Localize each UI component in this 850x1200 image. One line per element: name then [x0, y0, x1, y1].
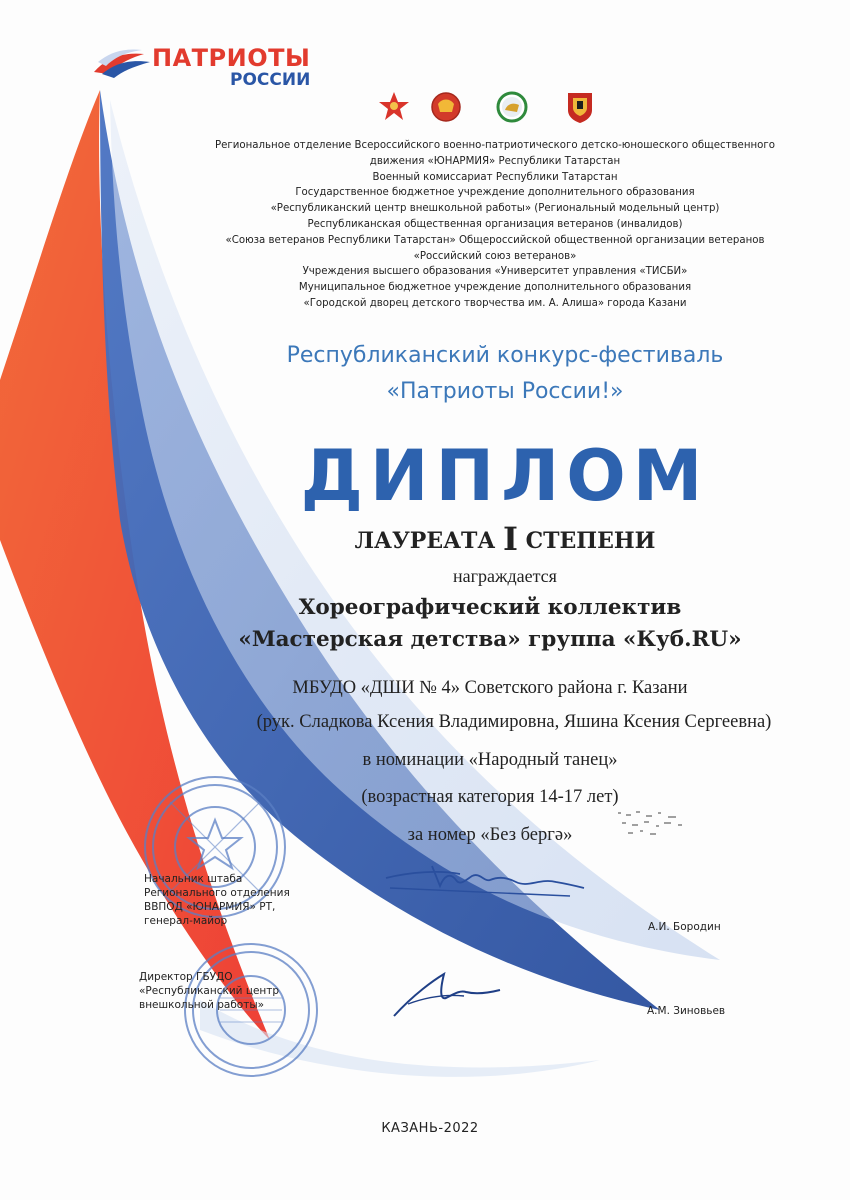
tatarstan-snow-leopard-emblem	[496, 90, 528, 124]
organizer-line: Военный комиссариат Республики Татарстан	[372, 171, 618, 183]
laureate-suffix: СТЕПЕНИ	[525, 528, 656, 554]
school-name: МБУДО «ДШИ № 4» Советского района г. Казани	[292, 678, 688, 698]
city-year-footer: КАЗАНЬ-2022	[381, 1121, 479, 1136]
awarded-text: награждается	[453, 566, 557, 586]
signatory-2-name: А.М. Зиновьев	[647, 1005, 726, 1017]
organizer-line: Республиканская общественная организация ветеранов (инвалидов)	[307, 218, 683, 230]
contest-title	[170, 338, 840, 410]
contest-title-line2: «Патриоты России!»	[386, 379, 624, 404]
organizer-line: «Российский союз ветеранов»	[413, 250, 577, 262]
collective-line1: Хореографический коллектив	[298, 595, 682, 620]
collective-line2: «Мастерская детства» группа «Куб.RU»	[238, 627, 742, 652]
signatory-2-title	[139, 970, 279, 1012]
leaders-names: (рук. Сладкова Ксения Владимировна, Яшина Ксения Сергеевна)	[256, 712, 772, 732]
scan-smudge-mark	[612, 806, 702, 842]
organizers-list	[200, 138, 790, 312]
flag-wave-icon	[92, 42, 156, 82]
organizer-line: «Городской дворец детского творчества им. А. Алиша» города Казани	[303, 297, 687, 309]
signatory-1-title-line: генерал-майор	[144, 915, 228, 927]
patriots-of-russia-logo	[92, 42, 332, 98]
diploma-title: ДИПЛОМ	[300, 435, 710, 517]
signatory-1-title	[144, 872, 290, 928]
performance-number: за номер «Без бергә»	[407, 825, 573, 845]
organizer-line: «Союза ветеранов Республики Татарстан» Общероссийской общественной организации ветеранов	[225, 234, 765, 246]
signature-zinovyev	[384, 964, 514, 1024]
signatory-1-name: А.И. Бородин	[648, 921, 721, 933]
laureate-degree-number: I	[503, 520, 518, 558]
laureate-prefix: ЛАУРЕАТА	[354, 528, 496, 554]
organizer-line: Муниципальное бюджетное учреждение дополнительного образования	[298, 282, 692, 294]
yunarmiya-star-emblem	[378, 90, 410, 124]
signatory-2-title-line: «Республиканский центр	[139, 985, 280, 997]
signature-borodin	[380, 858, 590, 908]
emblems-row	[378, 90, 598, 126]
organizer-line: Региональное отделение Всероссийского военно-патриотического детско-юношеского общественного	[215, 140, 775, 151]
organizer-line: Учреждения высшего образования «Университет управления «ТИСБИ»	[302, 266, 688, 278]
kazan-coat-of-arms-emblem	[564, 90, 596, 124]
collective-name	[150, 592, 830, 656]
signatory-1-title-line: Начальник штаба	[144, 873, 243, 885]
signatory-1-title-line: ВВПОД «ЮНАРМИЯ» РТ,	[144, 901, 276, 913]
age-category: (возрастная категория 14-17 лет)	[361, 787, 619, 807]
logo-subtitle: РОССИИ	[230, 70, 311, 90]
organizer-line: «Республиканский центр внешкольной работы» (Региональный модельный центр)	[270, 203, 720, 215]
tatarstan-coat-of-arms-emblem	[430, 90, 462, 124]
signatory-2-title-line: внешкольной работы»	[139, 999, 265, 1011]
signatory-1-title-line: Регионального отделения	[144, 887, 290, 899]
organizer-line: движения «ЮНАРМИЯ» Республики Татарстан	[369, 155, 621, 167]
laureate-degree	[180, 520, 830, 558]
signatory-2-title-line: Директор ГБУДО	[139, 971, 233, 983]
logo-title: ПАТРИОТЫ	[152, 44, 311, 72]
contest-title-line1: Республиканский конкурс-фестиваль	[286, 343, 724, 368]
organizer-line: Государственное бюджетное учреждение дополнительного образования	[295, 187, 695, 199]
nomination-text: в номинации «Народный танец»	[362, 750, 618, 770]
